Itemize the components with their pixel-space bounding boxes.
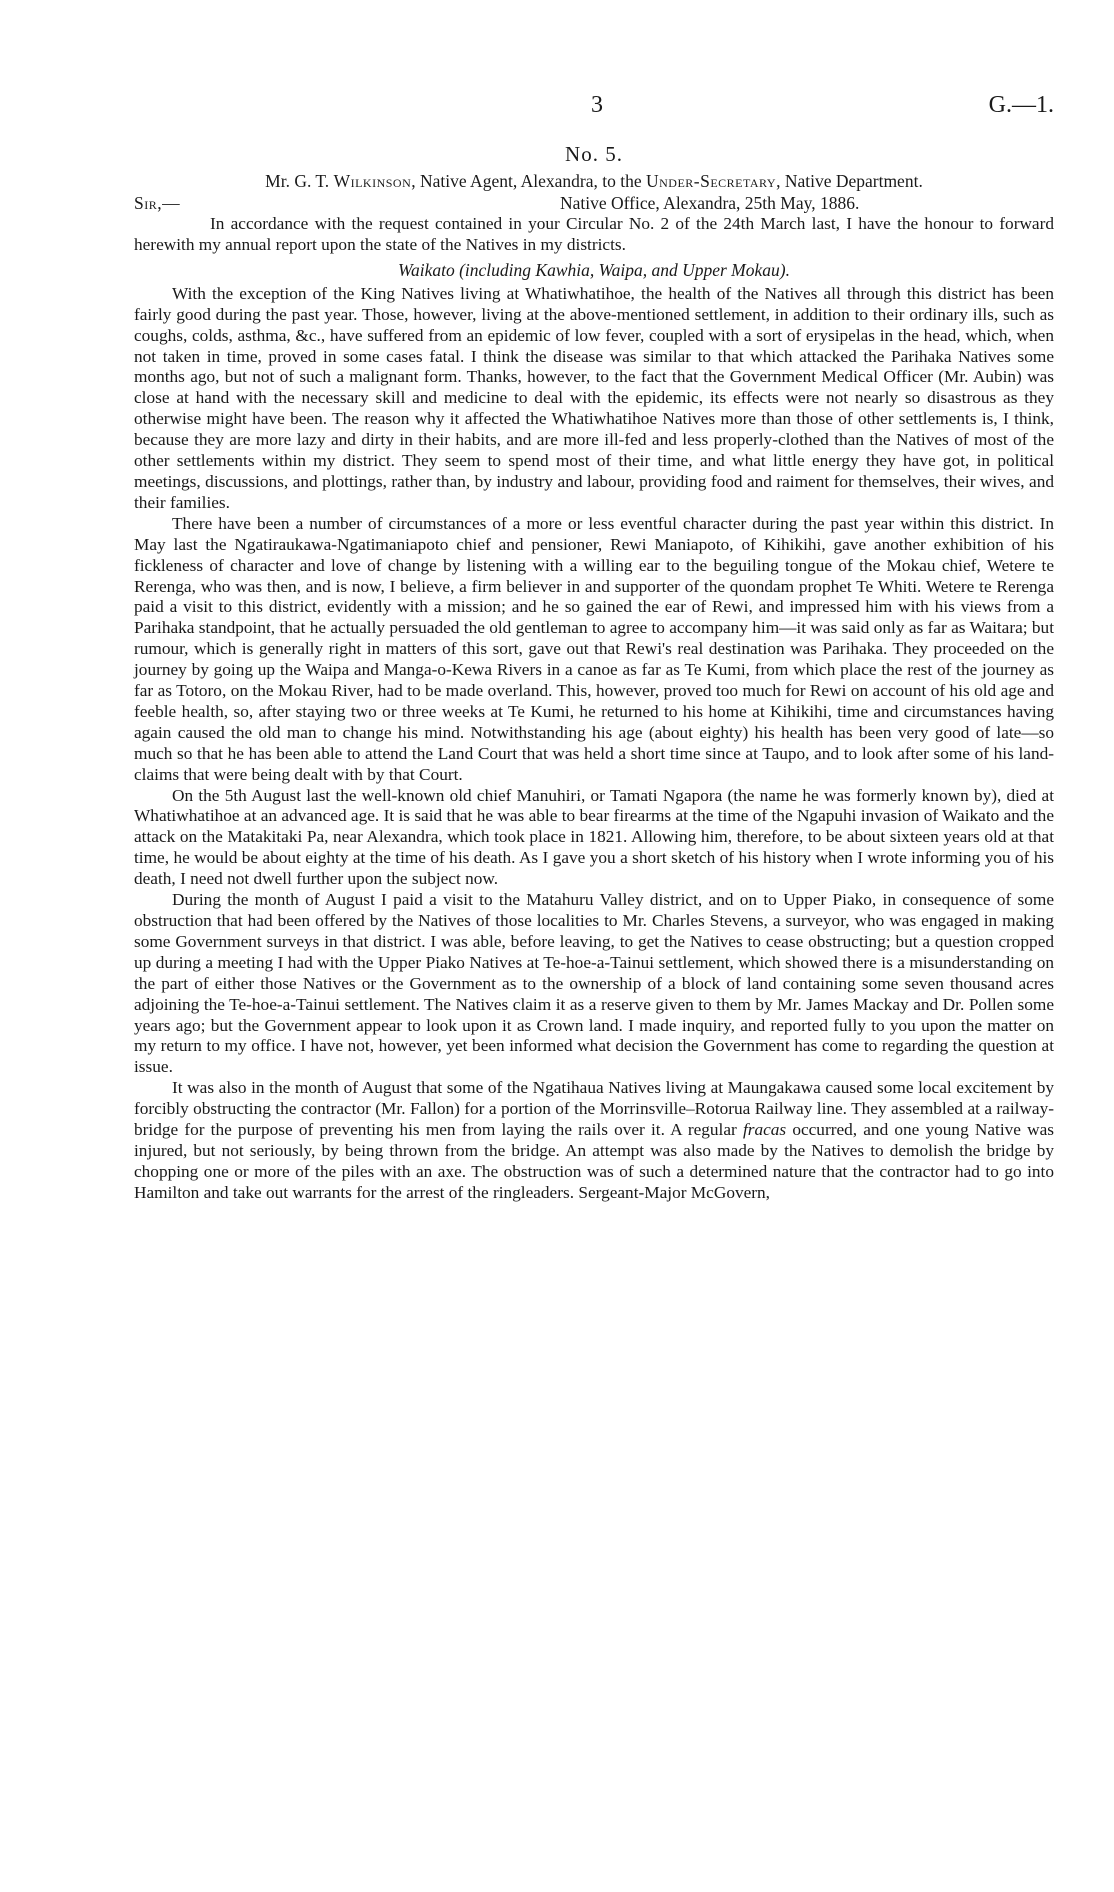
document-page [134, 92, 1054, 1204]
dateline: Native Office, Alexandra, 25th May, 1886. [560, 193, 860, 213]
railway-text-after: occurred, and one young Native was injured, but not seriously, by being thrown from the bridge. An attempt was also made by the Natives to demolish the bridge by chopping one or more of the piles with an axe. The obstruction was of such a determined nature that the contractor had to go into Hamilton and take out warrants for the arrest of the ringleaders. Sergeant-Major McGovern, [134, 1120, 1055, 1202]
body-paragraph-health: With the exception of the King Natives living at Whatiwhatihoe, the health of the Natives all through this district has been fairly good during the past year. Those, however, living at the above-mentioned settlement, in addition to their ordinary ills, such as coughs, colds, asthma, &c., have suffered from an epidemic of low fever, coupled with a sort of erysipelas in the head, which, when not taken in time, proved in some cases fatal. I think the disease was similar to that which attacked the Parihaka Natives some months ago, but not of such a malignant form. Thanks, however, to the fact that the Government Medical Officer (Mr. Aubin) was close at hand with the necessary skill and medicine to deal with the epidemic, its effects were not nearly so disastrous as they otherwise might have been. The reason why it affected the Whatiwhatihoe Natives more than those of other settlements is, I think, because they are more lazy and dirty in their habits, and are more ill-fed and less properly-clothed than the Natives of most of the other settlements within my district. They seem to spend most of their time, and what little energy they have got, in political meetings, discussions, and plottings, rather than, by industry and labour, providing food and raiment for themselves, their wives, and their families. [134, 283, 1054, 512]
railway-text-before: It was also in the month of August that some of the Ngatihaua Natives living at Maungakawa caused some local excitement by forcibly obstructing the contractor (Mr. Fallon) for a portion of the Morrinsville–Rotorua Railway line. They assembled at a railway-bridge for the purpose of preventing his men from laying the rails over it. A regular [134, 1078, 1054, 1140]
intro-paragraph: In accordance with the request contained in your Circular No. 2 of the 24th March last, I have the honour to forward herewith my annual report upon the state of the Natives in my districts. [134, 214, 1054, 254]
salutation: Sir,— [134, 193, 181, 213]
body-paragraph-railway [134, 1078, 1054, 1203]
letter-number-title: No. 5. [565, 142, 623, 166]
running-header [134, 92, 1054, 126]
heading-to-title: Under-Secretary [645, 171, 777, 191]
section-subheading: Waikato (including Kawhia, Waipa, and Upper Mokau). [398, 259, 790, 280]
document-code: G.—1. [988, 92, 1054, 118]
body-paragraph-events: There have been a number of circumstances of a more or less eventful character during the past year within this district. In May last the Ngatiraukawa-Ngatimaniapoto chief and pensioner, Rewi Maniapoto, of Kihikihi, gave another exhibition of his fickleness of character and love of change by listening with a willing ear to the beguiling tongue of the Mokau chief, Wetere te Rerenga, who was then, and is now, I believe, a firm believer in and supporter of the quondam prophet Te Whiti. Wetere te Rerenga paid a visit to this district, evidently with a mission; and he so gained the ear of Rewi, and impressed him with his views from a Parihaka standpoint, that he actually persuaded the old gentleman to agree to accompany him—it was said only as far as Waitara; but rumour, which is generally right in matters of this sort, gave out that Rewi's real destination was Parihaka. They proceeded on the journey by going up the Waipa and Manga-o-Kewa Rivers in a canoe as far as Te Kumi, from which place the rest of the journey as far as Totoro, on the Mokau River, had to be made overland. This, however, proved too much for Rewi on account of his old age and feeble health, so, after staying two or three weeks at Te Kumi, he returned to his home at Kihikihi, time and circumstances having again caused the old man to change his mind. Notwithstanding his age (about eighty) his health has been very good of late—so much so that he has been able to attend the Land Court that was held a short time since at Taupo, and to look after some of his land-claims that were being dealt with by that Court. [134, 513, 1054, 784]
body-paragraph-matahuru: During the month of August I paid a visit to the Matahuru Valley district, and on to Upper Piako, in consequence of some obstruction that had been offered by the Natives of those localities to Mr. Charles Stevens, a surveyor, who was engaged in making some Government surveys in that district. I was able, before leaving, to get the Natives to cease obstructing; but a question cropped up during a meeting I had with the Upper Piako Natives at Te-hoe-a-Tainui settlement, which showed there is a misunderstanding on the part of either those Natives or the Government as to the ownership of a block of land containing some seven thousand acres adjoining the Te-hoe-a-Tainui settlement. The Natives claim it as a reserve given to them by Mr. James Mackay and Dr. Pollen some years ago; but the Government appear to look upon it as Crown land. I made inquiry, and reported fully to you upon the matter on my return to my office. I have not, however, yet been informed what decision the Government has come to regarding the question at issue. [134, 890, 1054, 1077]
heading-from-name: Mr. G. T. [265, 171, 334, 191]
body-paragraph-manuhiri: On the 5th August last the well-known old chief Manuhiri, or Tamati Ngapora (the name he was formerly known by), died at Whatiwhatihoe at an advanced age. It is said that he was able to bear firearms at the time of the Ngapuhi invasion of Waikato and the attack on the Matakitaki Pa, near Alexandra, which took place in 1821. Allowing him, therefore, to be about sixteen years old at that time, he would be about eighty at the time of his death. As I gave you a short sketch of his history when I wrote informing you of his death, I need not dwell further upon the subject now. [134, 785, 1054, 889]
heading-from-surname: Wilkinson [333, 171, 412, 191]
salutation-line [134, 192, 1054, 214]
railway-italic-term: fracas [742, 1120, 787, 1140]
heading-from-role: , Native Agent, Alexandra, to the [411, 171, 646, 191]
letter-heading [134, 170, 1054, 192]
page-number: 3 [591, 92, 603, 118]
heading-to-rest: , Native Department. [776, 171, 923, 191]
